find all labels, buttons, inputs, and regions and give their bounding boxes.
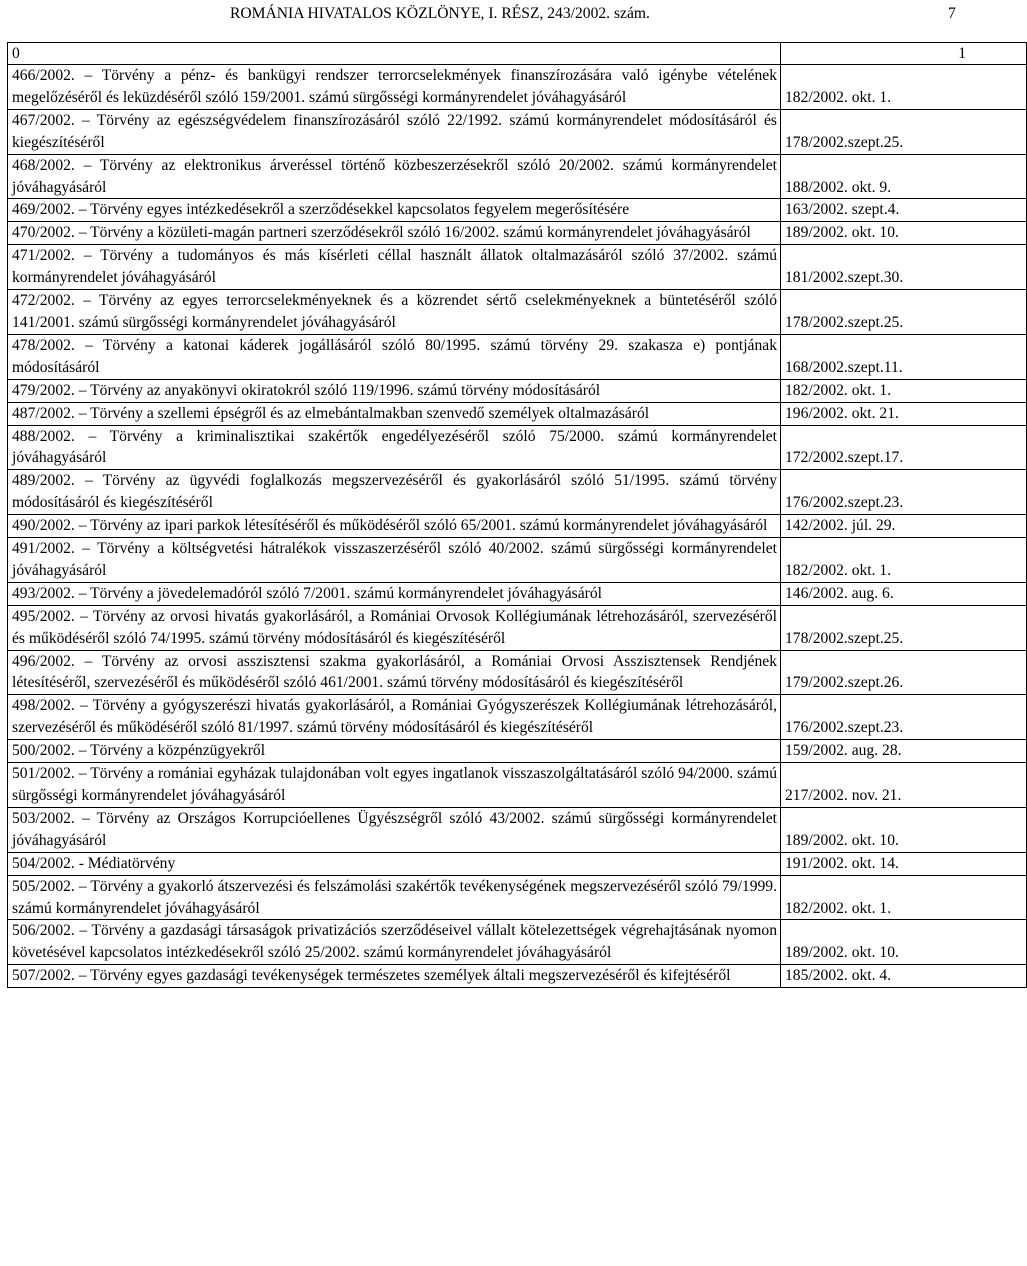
gazette-date-cell: 182/2002. okt. 1. <box>781 65 1027 110</box>
table-row <box>8 740 1027 763</box>
gazette-date-cell: 178/2002.szept.25. <box>781 290 1027 335</box>
gazette-date-cell: 182/2002. okt. 1. <box>781 379 1027 402</box>
table-row <box>8 852 1027 875</box>
law-title-cell: 498/2002. – Törvény a gyógyszerészi hivatás gyakorlásáról, a Romániai Gyógyszerészek Kollégiumának létrehozásáról, szervezéséről és működéséről szóló 81/1997. számú törvény módosításáról és kiegészítéséről <box>8 695 781 740</box>
column-number-1: 1 <box>781 43 1027 65</box>
table-row <box>8 650 1027 695</box>
header-title: ROMÁNIA HIVATALOS KÖZLÖNYE, I. RÉSZ, 243/2002. szám. <box>230 5 650 22</box>
law-title-cell: 466/2002. – Törvény a pénz- és bankügyi rendszer terrorcselekmények finanszírozására való igénybe vételének megelőzéséről és leküzdéséről szóló 159/2001. számú sürgősségi kormányrendelet jóváhagyásáról <box>8 65 781 110</box>
gazette-date-cell: 181/2002.szept.30. <box>781 245 1027 290</box>
column-number-row <box>8 43 1027 65</box>
gazette-date-cell: 172/2002.szept.17. <box>781 425 1027 470</box>
law-title-cell: 491/2002. – Törvény a költségvetési hátralékok visszaszerzéséről szóló 40/2002. számú sürgősségi kormányrendelet jóváhagyásáról <box>8 538 781 583</box>
gazette-date-cell: 176/2002.szept.23. <box>781 695 1027 740</box>
gazette-date-cell: 142/2002. júl. 29. <box>781 515 1027 538</box>
gazette-date-cell: 159/2002. aug. 28. <box>781 740 1027 763</box>
table-row <box>8 920 1027 965</box>
law-title-cell: 503/2002. – Törvény az Országos Korrupcióellenes Ügyészségről szóló 43/2002. számú sürgősségi kormányrendelet jóváhagyásáról <box>8 807 781 852</box>
law-title-cell: 487/2002. – Törvény a szellemi épségről és az elmebántalmakban szenvedő személyek oltalmazásáról <box>8 402 781 425</box>
table-row <box>8 582 1027 605</box>
gazette-date-cell: 182/2002. okt. 1. <box>781 538 1027 583</box>
gazette-date-cell: 217/2002. nov. 21. <box>781 763 1027 808</box>
law-title-cell: 500/2002. – Törvény a közpénzügyekről <box>8 740 781 763</box>
table-row <box>8 402 1027 425</box>
table-row <box>8 154 1027 199</box>
law-list-table <box>7 42 1027 988</box>
table-row <box>8 109 1027 154</box>
gazette-date-cell: 182/2002. okt. 1. <box>781 875 1027 920</box>
gazette-date-cell: 189/2002. okt. 10. <box>781 920 1027 965</box>
table-row <box>8 245 1027 290</box>
gazette-date-cell: 189/2002. okt. 10. <box>781 807 1027 852</box>
table-row <box>8 605 1027 650</box>
law-title-cell: 470/2002. – Törvény a közületi-magán partneri szerződésekről szóló 16/2002. számú kormányrendelet jóváhagyásáról <box>8 222 781 245</box>
law-title-cell: 479/2002. – Törvény az anyakönyvi okiratokról szóló 119/1996. számú törvény módosításáról <box>8 379 781 402</box>
table-row <box>8 222 1027 245</box>
gazette-date-cell: 163/2002. szept.4. <box>781 199 1027 222</box>
gazette-date-cell: 191/2002. okt. 14. <box>781 852 1027 875</box>
gazette-date-cell: 188/2002. okt. 9. <box>781 154 1027 199</box>
gazette-date-cell: 176/2002.szept.23. <box>781 470 1027 515</box>
law-title-cell: 488/2002. – Törvény a kriminalisztikai szakértők engedélyezéséről szóló 75/2000. számú kormányrendelet jóváhagyásáról <box>8 425 781 470</box>
page-number: 7 <box>948 5 956 22</box>
gazette-date-cell: 168/2002.szept.11. <box>781 334 1027 379</box>
gazette-date-cell: 178/2002.szept.25. <box>781 109 1027 154</box>
table-row <box>8 763 1027 808</box>
law-title-cell: 468/2002. – Törvény az elektronikus árveréssel történő közbeszerzésekről szóló 20/2002. számú kormányrendelet jóváhagyásáról <box>8 154 781 199</box>
table-row <box>8 65 1027 110</box>
table-row <box>8 290 1027 335</box>
table-row <box>8 515 1027 538</box>
law-title-cell: 504/2002. - Médiatörvény <box>8 852 781 875</box>
law-title-cell: 467/2002. – Törvény az egészségvédelem finanszírozásáról szóló 22/1992. számú kormányrendelet módosításáról és kiegészítéséről <box>8 109 781 154</box>
gazette-date-cell: 146/2002. aug. 6. <box>781 582 1027 605</box>
table-row <box>8 965 1027 988</box>
table-row <box>8 807 1027 852</box>
column-number-0: 0 <box>8 43 781 65</box>
table-row <box>8 425 1027 470</box>
law-title-cell: 506/2002. – Törvény a gazdasági társaságok privatizációs szerződéseivel vállalt kötelezettségek végrehajtásának nyomon követésével kapcsolatos intézkedésekről szóló 25/2002. számú kormányrendelet jóváhagyásáról <box>8 920 781 965</box>
table-row <box>8 199 1027 222</box>
table-row <box>8 334 1027 379</box>
gazette-date-cell: 189/2002. okt. 10. <box>781 222 1027 245</box>
law-title-cell: 471/2002. – Törvény a tudományos és más kísérleti céllal használt állatok oltalmazásáról szóló 37/2002. számú kormányrendelet jóváhagyásáról <box>8 245 781 290</box>
law-title-cell: 490/2002. – Törvény az ipari parkok létesítéséről és működéséről szóló 65/2001. számú kormányrendelet jóváhagyásáról <box>8 515 781 538</box>
law-title-cell: 469/2002. – Törvény egyes intézkedésekről a szerződésekkel kapcsolatos fegyelem megerősítésére <box>8 199 781 222</box>
gazette-date-cell: 196/2002. okt. 21. <box>781 402 1027 425</box>
table-row <box>8 379 1027 402</box>
law-title-cell: 507/2002. – Törvény egyes gazdasági tevékenységek természetes személyek általi megszervezéséről és kifejtéséről <box>8 965 781 988</box>
law-title-cell: 478/2002. – Törvény a katonai káderek jogállásáról szóló 80/1995. számú törvény 29. szakasza e) pontjának módosításáról <box>8 334 781 379</box>
law-title-cell: 493/2002. – Törvény a jövedelemadóról szóló 7/2001. számú kormányrendelet jóváhagyásáról <box>8 582 781 605</box>
law-title-cell: 489/2002. – Törvény az ügyvédi foglalkozás megszervezéséről és gyakorlásáról szóló 51/1995. számú törvény módosításáról és kiegészítéséről <box>8 470 781 515</box>
law-title-cell: 472/2002. – Törvény az egyes terrorcselekményeknek és a közrendet sértő cselekményeknek a büntetéséről szóló 141/2001. számú sürgősségi kormányrendelet jóváhagyásáról <box>8 290 781 335</box>
gazette-date-cell: 185/2002. okt. 4. <box>781 965 1027 988</box>
page-header <box>0 5 960 27</box>
table-row <box>8 875 1027 920</box>
table-row <box>8 538 1027 583</box>
table-row <box>8 470 1027 515</box>
table-row <box>8 695 1027 740</box>
law-title-cell: 496/2002. – Törvény az orvosi asszisztensi szakma gyakorlásáról, a Romániai Orvosi Asszisztensek Rendjének létesítéséről, szervezéséről és működéséről szóló 461/2001. számú törvény módosításáról és kiegészítéséről <box>8 650 781 695</box>
gazette-date-cell: 179/2002.szept.26. <box>781 650 1027 695</box>
law-title-cell: 495/2002. – Törvény az orvosi hivatás gyakorlásáról, a Romániai Orvosok Kollégiumának létrehozásáról, szervezéséről és működéséről szóló 74/1995. számú törvény módosításáról és kiegészítéséről <box>8 605 781 650</box>
gazette-date-cell: 178/2002.szept.25. <box>781 605 1027 650</box>
law-title-cell: 501/2002. – Törvény a romániai egyházak tulajdonában volt egyes ingatlanok visszaszolgáltatásáról szóló 94/2000. számú sürgősségi kormányrendelet jóváhagyásáról <box>8 763 781 808</box>
law-title-cell: 505/2002. – Törvény a gyakorló átszervezési és felszámolási szakértők tevékenységének megszervezéséről szóló 79/1999. számú kormányrendelet jóváhagyásáról <box>8 875 781 920</box>
